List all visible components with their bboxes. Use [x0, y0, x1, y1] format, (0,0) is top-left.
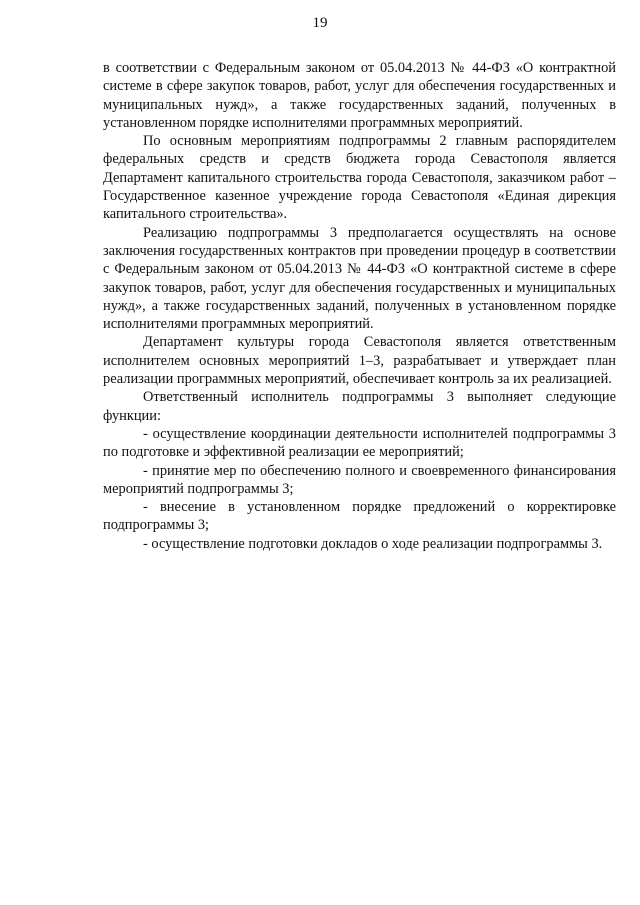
list-item	[103, 535, 616, 553]
list-item	[103, 498, 616, 535]
paragraph-subprogram-2: По основным мероприятиям подпрограммы 2 главным распорядителем федеральных средств и средств бюджета города Севастополя является Департамент капитального строительства города Севастополя, заказчиком работ – Государственное казенное учреждение города Севастополя «Единая дирекция капитального строительства».	[103, 133, 616, 223]
list-marker: -	[143, 535, 148, 552]
paragraph-functions-intro: Ответственный исполнитель подпрограммы 3 выполняет следующие функции:	[103, 389, 616, 424]
document-body	[103, 59, 616, 553]
list-item-text: осуществление координации деятельности исполнителей подпрограммы 3 по подготовке и эффективной реализации ее мероприятий;	[103, 425, 616, 461]
paragraph-continuation: в соответствии с Федеральным законом от 05.04.2013 № 44-ФЗ «О контрактной системе в сфере закупок товаров, работ, услуг для обеспечения государственных и муниципальных нужд», а также государственных заданий, полученных в установленном порядке исполнителями программных мероприятий.	[103, 60, 616, 131]
list-marker: -	[143, 425, 148, 442]
list-item-text: принятие мер по обеспечению полного и своевременного финансирования мероприятий подпрограммы 3;	[103, 462, 616, 497]
list-item-text: осуществление подготовки докладов о ходе реализации подпрограммы 3.	[151, 535, 603, 552]
list-item-text: внесение в установленном порядке предложений о корректировке подпрограммы 3;	[103, 499, 616, 534]
list-marker: -	[143, 499, 148, 516]
page-number: 19	[312, 15, 328, 31]
list-item	[103, 462, 616, 499]
paragraph-subprogram-3-implementation: Реализацию подпрограммы 3 предполагается осуществлять на основе заключения государственных контрактов при проведении процедур в соответствии с Федеральным законом от 05.04.2013 № 44-ФЗ «О контрактной системе в сфере закупок товаров, работ, услуг для обеспечения государственных и муниципальных нужд», а также государственных заданий, полученных в установленном порядке исполнителями программных мероприятий.	[103, 224, 616, 333]
paragraph-culture-department: Департамент культуры города Севастополя является ответственным исполнителем основных мероприятий 1–3, разрабатывает и утверждает план реализации программных мероприятий, обеспечивает контроль за их реализацией.	[103, 334, 616, 388]
list-item	[103, 425, 616, 462]
list-marker: -	[143, 462, 148, 479]
